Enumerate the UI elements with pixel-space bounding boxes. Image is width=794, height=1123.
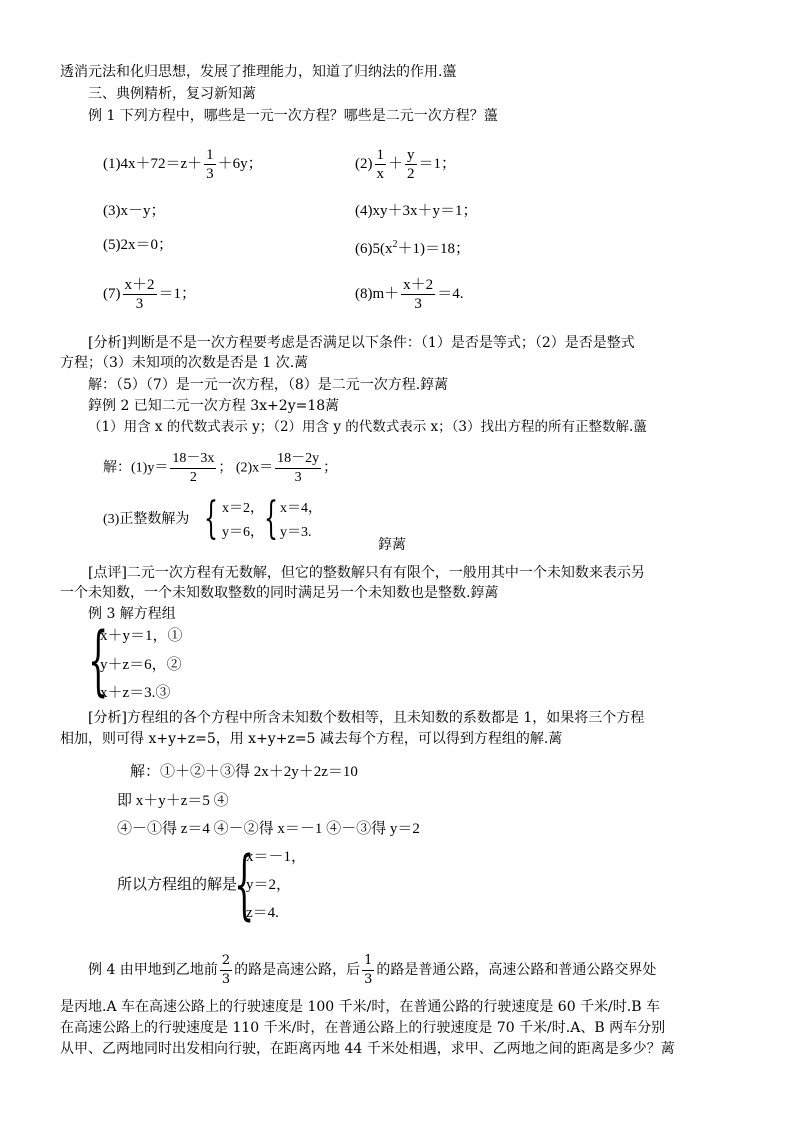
example-2-title: 錞例 2 已知二元一次方程 3x+2y=18蓠 [88,398,340,414]
comment-line: [点评]二元一次方程有无数解，但它的整数解只有有限个，一般用其中一个未知数来表示另 [88,565,645,581]
analysis-line: [分析]方程组的各个方程中所含未知数个数相等，且未知数的系数都是 1，如果将三个方程 [88,710,645,726]
solution-label: 所以方程组的解是 [117,877,238,893]
example-2-question: （1）用含 x 的代数式表示 y；（2）用含 y 的代数式表示 x；（3）找出方程的所有正整数解.蘯 [88,419,647,435]
mark-text: 錞蓠 [378,537,406,553]
fraction: $\frac{x+2}{3}$ [124,277,155,312]
equation-5: (5)2x＝0； [103,237,173,253]
comment-line: 一个未知数，一个未知数取整数的同时满足另一个未知数也是整数.錞蓠 [60,585,499,601]
brace-icon: { [204,493,218,544]
system-line: x＋z＝3.③ [100,685,171,701]
equation-3: (3)x－y； [103,203,166,219]
example-4-line: 在高速公路上的行驶速度是 110 千米/时，在普通公路上的行驶速度是 70 千米/时.A、B 两车分别 [60,1020,666,1036]
system-line: y＋z＝6，② [100,657,182,673]
brace-icon: { [264,493,278,544]
example-4-line: 例 4 由甲地到乙地前 $\frac{2}{3}$ 的路是高速公路，后 $\frac{1}{3}$ 的路是普通公路，高速公路和普通公路交界处 [88,952,657,987]
example-4-line: 是丙地.A 车在高速公路上的行驶速度是 100 千米/时，在普通公路的行驶速度是 60 千米/时.B 车 [60,999,660,1015]
fraction: $\frac{2}{3}$ [221,952,231,987]
fraction: $\frac{18-2y}{3}$ [277,451,320,485]
fraction: $\frac{18-3x}{2}$ [172,451,215,485]
brace-icon: { [88,615,109,704]
system-line: y＝6， [222,525,264,540]
text-line: 透消元法和化归思想，发展了推理能力，知道了归纳法的作用.蘯 [60,64,457,80]
fraction: $\frac{1}{x}$ [376,147,384,182]
solution-2-line-1: 解：(1)y＝ $\frac{18-3x}{2}$ ； (2)x＝ $\frac{18-2y}{3}$ ； [103,451,338,485]
analysis-line: [分析]判断是不是一次方程要考虑是否满足以下条件：（1）是否是等式；（2）是否是整式 [88,335,635,351]
solution-line: 解：（5）（7）是一元一次方程，（8）是二元一次方程.錞蓠 [88,377,449,393]
example-1-title: 例 1 下列方程中，哪些是一元一次方程？哪些是二元一次方程？蘯 [88,108,498,124]
example-3-title: 例 3 解方程组 [88,606,176,622]
system-line: x＋y＝1，① [100,628,183,644]
brace-icon: { [234,839,255,928]
analysis-line: 相加，则可得 x+y+z=5，用 x+y+z=5 减去每个方程，可以得到方程组的解.蓠 [60,731,563,747]
system-line: x＝4， [280,501,322,516]
equation-1: (1)4x＋72＝z＋ $\frac{1}{3}$ ＋6y； [103,147,263,182]
example-4-line: 从甲、乙两地同时出发相向行驶，在距离丙地 44 千米处相遇，求甲、乙两地之间的距离是多少？蓠 [60,1041,675,1057]
equation-2: (2) $\frac{1}{x}$ ＋ $\frac{y}{2}$ ＝1； [355,147,457,182]
system-line: y＝3. [280,525,312,540]
solution-line: 即 x＋y＋z＝5 ④ [117,793,229,809]
system-line: x＝－1， [246,849,307,865]
solution-line: 解：①＋②＋③得 2x＋2y＋2z＝10 [130,764,358,780]
system-line: x＝2， [222,501,264,516]
fraction: $\frac{y}{2}$ [407,147,415,182]
fraction: $\frac{1}{3}$ [206,147,214,182]
system-line: y＝2， [246,877,292,893]
equation-6: $(6)5(x^2+1)=18$； [355,239,470,257]
solution-2-line-3-label: (3)正整数解为 [103,512,190,527]
equation-8: (8)m＋ $\frac{x+2}{3}$ ＝4. [355,277,464,312]
fraction: $\frac{1}{3}$ [364,952,373,987]
solution-line: ④－①得 z＝4 ④－②得 x＝－1 ④－③得 y＝2 [117,821,420,837]
section-heading: 三、典例精析，复习新知蓠 [88,86,256,102]
system-line: z＝4. [246,905,279,921]
fraction: $\frac{x+2}{3}$ [403,277,434,312]
equation-7: (7) $\frac{x+2}{3}$ ＝1； [103,277,197,312]
equation-4: (4)xy＋3x＋y＝1； [355,203,478,219]
analysis-line: 方程；（3）未知项的次数是否是 1 次.蓠 [60,355,309,371]
